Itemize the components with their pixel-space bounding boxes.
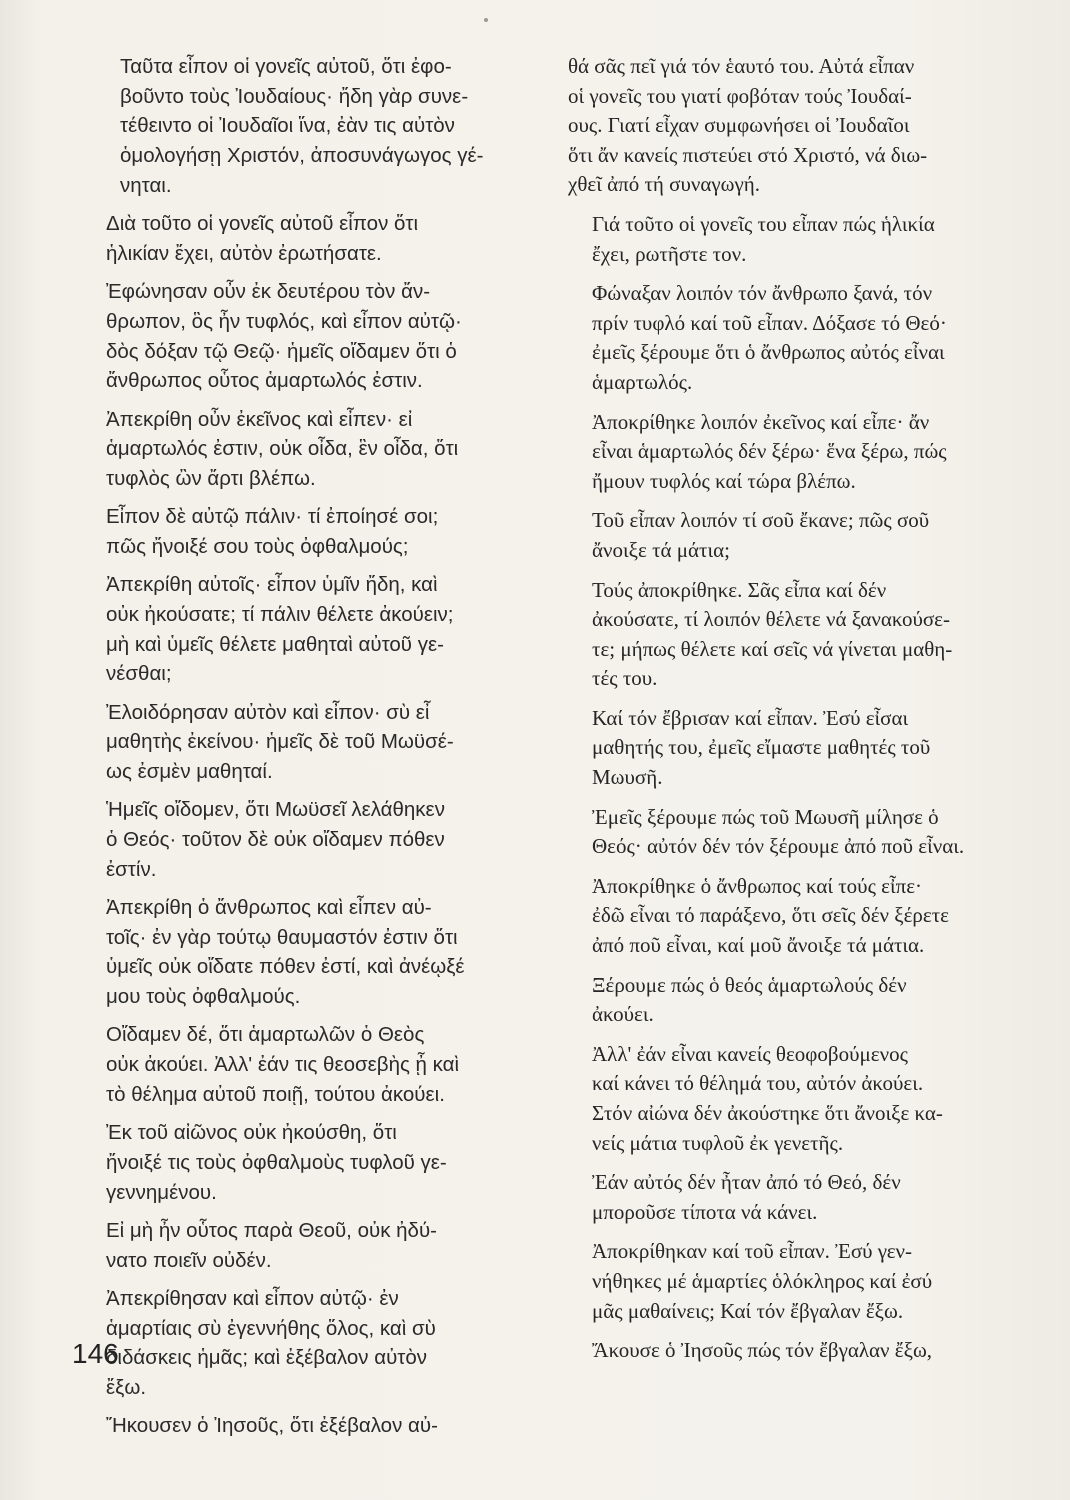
left-column-line: ἁμαρτωλός ἐστιν, οὐκ οἶδα, ἓν οἶδα, ὅτι (106, 437, 459, 461)
left-column-paragraph (82, 405, 510, 494)
ancient-greek-column (82, 52, 510, 1450)
right-column-paragraph (568, 408, 990, 497)
left-column-line: Ἀπεκρίθησαν καὶ εἶπον αὐτῷ· ἐν (106, 1286, 399, 1310)
right-column-line: ἤμουν τυφλός καί τώρα βλέπω. (592, 468, 856, 493)
right-column-line: ἁμαρτωλός. (592, 369, 693, 394)
left-column-paragraph (82, 1118, 510, 1207)
right-column-line: ἀκούσατε, τί λοιπόν θέλετε νά ξανακούσε- (592, 607, 950, 632)
left-column-line: θρωπον, ὃς ἦν τυφλός, καὶ εἶπον αὐτῷ· (106, 309, 462, 333)
left-column-line: Εἶπον δὲ αὐτῷ πάλιν· τί ἐποίησέ σοι; (106, 505, 439, 529)
left-column-line: ἄνθρωπος οὗτος ἁμαρτωλός ἐστιν. (106, 369, 423, 393)
right-column-line: ους. Γιατί εἶχαν συμφωνήσει οἱ Ἰουδαῖοι (568, 113, 910, 138)
left-column-line: Ἐφώνησαν οὖν ἐκ δευτέρου τὸν ἄν- (106, 280, 431, 304)
left-column-line: νέσθαι; (106, 662, 172, 686)
left-column-line: γεννημένου. (106, 1180, 217, 1204)
right-column-line: νείς μάτια τυφλοῦ ἐκ γενετῆς. (592, 1130, 844, 1155)
left-column-paragraph (82, 1284, 510, 1403)
right-column-line: θά σᾶς πεῖ γιά τόν ἑαυτό του. Αὐτά εἶπαν (568, 54, 915, 78)
left-column-line: Εἰ μὴ ἦν οὗτος παρὰ Θεοῦ, οὐκ ἠδύ- (106, 1218, 437, 1242)
right-column-line: Ξέρουμε πώς ὁ θεός ἁμαρτωλούς δέν (592, 972, 907, 997)
left-column-paragraph (82, 570, 510, 689)
right-column-line: Στόν αἰώνα δέν ἀκούστηκε ὅτι ἄνοιξε κα- (592, 1101, 943, 1125)
left-column-line: ἤνοιξέ τις τοὺς ὀφθαλμοὺς τυφλοῦ γε- (106, 1150, 447, 1174)
right-column-line: Ἀποκρίθηκε λοιπόν ἐκεῖνος καί εἶπε· ἄν (592, 409, 930, 434)
left-column-line: βοῦντο τοὺς Ἰουδαίους· ἤδη γὰρ συνε- (120, 84, 469, 108)
right-column-line: εἶναι ἁμαρτωλός δέν ξέρω· ἕνα ξέρω, πώς (592, 439, 947, 464)
right-column-line: τε; μήπως θέλετε καί σεῖς νά γίνεται μαθη- (592, 636, 953, 661)
left-column-line: δὸς δόξαν τῷ Θεῷ· ἡμεῖς οἴδαμεν ὅτι ὁ (106, 339, 457, 363)
left-column-paragraph (82, 52, 510, 201)
left-column-line: Ἀπεκρίθη οὖν ἐκεῖνος καὶ εἶπεν· εἰ (106, 407, 413, 431)
modern-greek-column (568, 52, 990, 1376)
right-column-paragraph (568, 704, 990, 793)
right-column-line: ἐδῶ εἶναι τό παράξενο, ὅτι σεῖς δέν ξέρετε (592, 903, 949, 928)
right-column-line: Μωυσῆ. (592, 765, 663, 790)
left-column-line: ὑμεῖς οὐκ οἴδατε πόθεν ἐστί, καὶ ἀνέῳξέ (106, 955, 465, 979)
left-column-line: τυφλὸς ὢν ἄρτι βλέπω. (106, 466, 316, 490)
right-column-line: Ἐμεῖς ξέρουμε πώς τοῦ Μωυσῆ μίλησε ὁ (592, 804, 939, 829)
left-column-line: τέθειντο οἱ Ἰουδαῖοι ἵνα, ἐὰν τις αὐτὸν (120, 114, 455, 138)
left-column-line: τοῖς· ἐν γὰρ τούτῳ θαυμαστόν ἐστιν ὅτι (106, 925, 458, 949)
left-column-paragraph (82, 209, 510, 268)
right-column-line: μᾶς μαθαίνεις; Καί τόν ἔβγαλαν ἔξω. (592, 1298, 904, 1323)
left-column-line: Ταῦτα εἶπον οἱ γονεῖς αὐτοῦ, ὅτι ἐφο- (120, 55, 452, 78)
left-column-line: ἐστίν. (106, 857, 157, 881)
left-column-line: τὸ θέλημα αὐτοῦ ποιῇ, τούτου ἀκούει. (106, 1082, 445, 1106)
right-column-line: ἔχει, ρωτῆστε τον. (592, 241, 747, 266)
left-column-line: νηται. (120, 173, 172, 197)
right-column-paragraph (568, 506, 990, 565)
left-column-paragraph (82, 795, 510, 884)
right-column-paragraph (568, 279, 990, 397)
left-column-line: οὐκ ἠκούσατε; τί πάλιν θέλετε ἀκούειν; (106, 602, 454, 626)
left-column-line: οὐκ ἀκούει. Ἀλλ' ἐάν τις θεοσεβὴς ᾖ καὶ (106, 1053, 460, 1077)
left-column-line: νατο ποιεῖν οὐδέν. (106, 1248, 272, 1272)
right-column-paragraph (568, 1040, 990, 1158)
left-column-paragraph (82, 893, 510, 1012)
right-column-paragraph (568, 52, 990, 200)
right-column-line: ἀκούει. (592, 1002, 654, 1027)
right-column-line: ἐμεῖς ξέρουμε ὅτι ὁ ἄνθρωπος αὐτός εἶναι (592, 340, 945, 365)
right-column-line: ἄνοιξε τά μάτια; (592, 537, 730, 562)
right-column-line: Τοῦ εἶπαν λοιπόν τί σοῦ ἔκανε; πῶς σοῦ (592, 508, 930, 533)
right-column-line: Ἐάν αὐτός δέν ἦταν ἀπό τό Θεό, δέν (592, 1170, 901, 1195)
left-column-paragraph (82, 502, 510, 561)
left-column-line: Ἤκουσεν ὁ Ἰησοῦς, ὅτι ἐξέβαλον αὐ- (106, 1414, 438, 1438)
print-speck (484, 18, 488, 22)
right-column-line: Τούς ἀποκρίθηκε. Σᾶς εἶπα καί δέν (592, 577, 887, 602)
right-column-paragraph (568, 576, 990, 694)
right-column-paragraph (568, 1336, 990, 1366)
left-column-line: Διὰ τοῦτο οἱ γονεῖς αὐτοῦ εἶπον ὅτι (106, 212, 419, 236)
right-column-paragraph (568, 1237, 990, 1326)
right-column-line: νήθηκες μέ ἁμαρτίες ὁλόκληρος καί ἐσύ (592, 1268, 933, 1293)
right-column-line: τές του. (592, 666, 658, 691)
left-column-line: Ἐκ τοῦ αἰῶνος οὐκ ἠκούσθη, ὅτι (106, 1121, 397, 1145)
right-column-line: μαθητής του, ἐμεῖς εἴμαστε μαθητές τοῦ (592, 735, 931, 760)
left-column-line: ἡλικίαν ἔχει, αὐτὸν ἐρωτήσατε. (106, 241, 382, 265)
left-column-line: πῶς ἤνοιξέ σου τοὺς ὀφθαλμούς; (106, 534, 409, 558)
left-column-line: μαθητὴς ἐκείνου· ἡμεῖς δὲ τοῦ Μωϋσέ- (106, 730, 454, 754)
left-column-paragraph (82, 698, 510, 787)
left-column-line: ὁ Θεός· τοῦτον δὲ οὐκ οἴδαμεν πόθεν (106, 828, 445, 852)
left-column-paragraph (82, 1020, 510, 1109)
right-column-paragraph (568, 803, 990, 862)
left-column-line: Ἡμεῖς οἴδομεν, ὅτι Μωϋσεῖ λελάθηκεν (106, 798, 445, 822)
left-column-line: μου τοὺς ὀφθαλμούς. (106, 985, 301, 1009)
left-column-line: Ἀπεκρίθη ὁ ἄνθρωπος καὶ εἶπεν αὐ- (106, 896, 432, 920)
left-column-line: Ἐλοιδόρησαν αὐτὸν καὶ εἶπον· σὺ εἶ (106, 700, 430, 724)
right-column-line: Γιά τοῦτο οἱ γονεῖς του εἶπαν πώς ἡλικία (592, 211, 935, 236)
left-column-line: διδάσκεις ἡμᾶς; καὶ ἐξέβαλον αὐτὸν (106, 1346, 428, 1370)
left-column-paragraph (82, 277, 510, 396)
left-column-line: Ἀπεκρίθη αὐτοῖς· εἶπον ὑμῖν ἤδη, καὶ (106, 573, 438, 597)
right-column-line: Ἄκουσε ὁ Ἰησοῦς πώς τόν ἔβγαλαν ἔξω, (592, 1338, 933, 1363)
left-column-line: ἔξω. (106, 1375, 147, 1399)
right-column-paragraph (568, 971, 990, 1030)
left-column-line: μὴ καὶ ὑμεῖς θέλετε μαθηταὶ αὐτοῦ γε- (106, 632, 444, 656)
right-column-line: πρίν τυφλό καί τοῦ εἶπαν. Δόξασε τό Θεό· (592, 310, 947, 335)
left-column-line: ἁμαρτίαις σὺ ἐγεννήθης ὅλος, καὶ σὺ (106, 1316, 436, 1340)
right-column-line: Καί τόν ἔβρισαν καί εἶπαν. Ἐσύ εἶσαι (592, 705, 909, 730)
left-column-paragraph (82, 1411, 510, 1441)
right-column-line: καί κάνει τό θέλημά του, αὐτόν ἀκούει. (592, 1071, 924, 1096)
right-column-paragraph (568, 210, 990, 269)
right-column-line: ὅτι ἄν κανείς πιστεύει στό Χριστό, νά διω- (568, 142, 928, 167)
left-column-paragraph (82, 1216, 510, 1275)
right-column-paragraph (568, 872, 990, 961)
left-column-line: ως ἐσμὲν μαθηταί. (106, 760, 273, 784)
right-column-paragraph (568, 1168, 990, 1227)
right-column-line: ἀπό ποῦ εἶναι, καί μοῦ ἄνοιξε τά μάτια. (592, 933, 925, 958)
right-column-line: οἱ γονεῖς του γιατί φοβόταν τούς Ἰουδαί- (568, 83, 912, 108)
right-column-line: Ἀλλ' ἐάν εἶναι κανείς θεοφοβούμενος (592, 1041, 908, 1066)
right-column-line: χθεῖ ἀπό τή συναγωγή. (568, 172, 760, 197)
left-column-line: ὁμολογήσῃ Χριστόν, ἀποσυνάγωγος γέ- (120, 144, 484, 168)
right-column-line: Θεός· αὐτόν δέν τόν ξέρουμε ἀπό ποῦ εἶναι. (592, 834, 965, 859)
right-column-line: Φώναξαν λοιπόν τόν ἄνθρωπο ξανά, τόν (592, 281, 933, 306)
right-column-line: μποροῦσε τίποτα νά κάνει. (592, 1199, 818, 1224)
right-column-line: Ἀποκρίθηκαν καί τοῦ εἶπαν. Ἐσύ γεν- (592, 1239, 913, 1264)
left-column-line: Οἴδαμεν δέ, ὅτι ἁμαρτωλῶν ὁ Θεὸς (106, 1023, 425, 1047)
right-column-line: Ἀποκρίθηκε ὁ ἄνθρωπος καί τούς εἶπε· (592, 873, 923, 898)
page-number: 146 (72, 1338, 119, 1369)
